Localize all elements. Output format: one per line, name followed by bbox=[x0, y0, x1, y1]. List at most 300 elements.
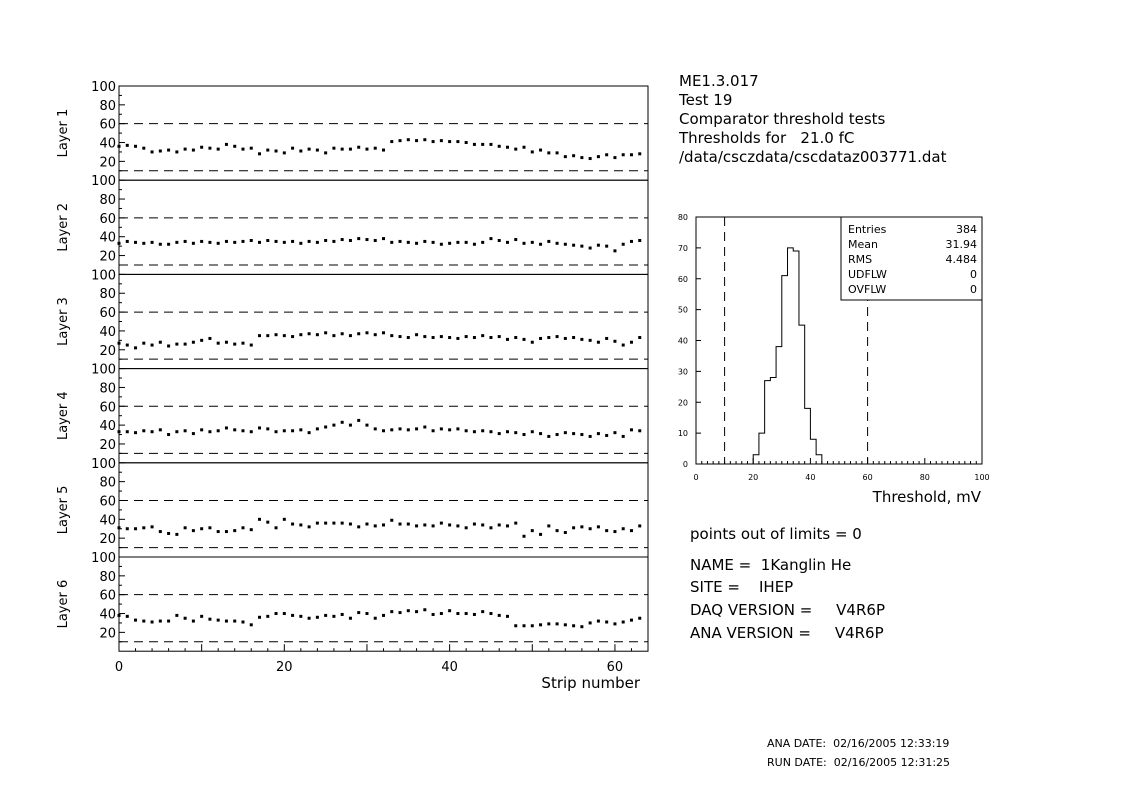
data-point bbox=[308, 240, 311, 243]
hist-y-tick-label: 10 bbox=[677, 429, 688, 439]
data-point bbox=[374, 617, 377, 620]
data-point bbox=[523, 624, 526, 627]
data-point bbox=[580, 433, 583, 436]
data-point bbox=[498, 239, 501, 242]
data-point bbox=[605, 434, 608, 437]
data-point bbox=[126, 615, 129, 618]
data-point bbox=[473, 430, 476, 433]
data-point bbox=[415, 242, 418, 245]
y-tick-label: 80 bbox=[99, 287, 116, 303]
layer-panel-frame bbox=[119, 557, 648, 651]
data-point bbox=[192, 432, 195, 435]
data-point bbox=[605, 153, 608, 156]
data-point bbox=[291, 429, 294, 432]
data-point bbox=[589, 621, 592, 624]
data-point bbox=[151, 620, 154, 623]
data-point bbox=[159, 243, 162, 246]
data-point bbox=[118, 242, 121, 245]
data-point bbox=[142, 620, 145, 623]
data-point bbox=[134, 241, 137, 244]
data-point bbox=[126, 344, 129, 347]
data-point bbox=[365, 331, 368, 334]
data-point bbox=[291, 335, 294, 338]
data-point bbox=[266, 149, 269, 152]
data-point bbox=[159, 428, 162, 431]
data-point bbox=[241, 620, 244, 623]
layer-label: Layer 2 bbox=[56, 202, 71, 252]
layer-label: Layer 5 bbox=[56, 485, 71, 535]
data-point bbox=[250, 239, 253, 242]
data-point bbox=[622, 153, 625, 156]
y-tick-label: 20 bbox=[99, 626, 116, 642]
data-point bbox=[448, 242, 451, 245]
data-point bbox=[498, 523, 501, 526]
data-point bbox=[365, 424, 368, 427]
data-point bbox=[167, 433, 170, 436]
data-point bbox=[175, 241, 178, 244]
hist-y-tick-label: 60 bbox=[677, 274, 688, 284]
data-point bbox=[390, 428, 393, 431]
ana-version: ANA VERSION = V4R6P bbox=[690, 624, 884, 642]
data-point bbox=[506, 146, 509, 149]
points-out-of-limits: points out of limits = 0 bbox=[690, 525, 862, 543]
data-point bbox=[316, 241, 319, 244]
y-tick-label: 80 bbox=[99, 193, 116, 209]
data-point bbox=[399, 611, 402, 614]
x-tick-label: 0 bbox=[114, 660, 124, 676]
data-point bbox=[423, 138, 426, 141]
data-point bbox=[564, 531, 567, 534]
data-point bbox=[283, 334, 286, 337]
data-point bbox=[126, 430, 129, 433]
data-point bbox=[167, 344, 170, 347]
y-tick-label: 100 bbox=[91, 80, 116, 95]
data-point bbox=[407, 336, 410, 339]
data-point bbox=[399, 523, 402, 526]
data-point bbox=[151, 525, 154, 528]
data-point bbox=[324, 331, 327, 334]
data-point bbox=[299, 333, 302, 336]
y-tick-label: 60 bbox=[99, 588, 116, 604]
data-point bbox=[184, 343, 187, 346]
x-tick-label: 20 bbox=[276, 660, 293, 676]
data-point bbox=[407, 523, 410, 526]
data-point bbox=[308, 332, 311, 335]
data-point bbox=[151, 344, 154, 347]
data-point bbox=[233, 620, 236, 623]
data-point bbox=[299, 149, 302, 152]
data-point bbox=[357, 525, 360, 528]
data-point bbox=[465, 241, 468, 244]
layer-panel-frame bbox=[119, 180, 648, 274]
hist-x-tick-label: 100 bbox=[974, 473, 990, 482]
data-point bbox=[605, 529, 608, 532]
data-point bbox=[365, 523, 368, 526]
hist-y-tick-label: 30 bbox=[677, 367, 688, 377]
data-point bbox=[572, 154, 575, 157]
data-point bbox=[622, 435, 625, 438]
data-point bbox=[192, 149, 195, 152]
data-point bbox=[332, 334, 335, 337]
data-point bbox=[241, 526, 244, 529]
data-point bbox=[547, 151, 550, 154]
data-point bbox=[184, 526, 187, 529]
data-point bbox=[423, 426, 426, 429]
data-point bbox=[605, 620, 608, 623]
data-point bbox=[225, 240, 228, 243]
data-point bbox=[605, 337, 608, 340]
data-point bbox=[283, 429, 286, 432]
data-point bbox=[448, 428, 451, 431]
data-point bbox=[341, 613, 344, 616]
layer-label: Layer 1 bbox=[56, 108, 71, 158]
data-point bbox=[332, 424, 335, 427]
data-point bbox=[184, 240, 187, 243]
hist-y-tick-label: 70 bbox=[677, 243, 688, 253]
data-point bbox=[208, 618, 211, 621]
data-point bbox=[357, 419, 360, 422]
data-point bbox=[126, 144, 129, 147]
data-point bbox=[233, 145, 236, 148]
data-point bbox=[341, 238, 344, 241]
hist-x-tick-label: 40 bbox=[805, 473, 816, 482]
data-point bbox=[341, 332, 344, 335]
data-point bbox=[506, 338, 509, 341]
data-point bbox=[580, 245, 583, 248]
data-point bbox=[200, 146, 203, 149]
data-point bbox=[200, 527, 203, 530]
data-point bbox=[217, 342, 220, 345]
data-point bbox=[539, 432, 542, 435]
data-point bbox=[630, 240, 633, 243]
data-point bbox=[415, 139, 418, 142]
data-point bbox=[506, 430, 509, 433]
y-tick-label: 40 bbox=[99, 324, 116, 340]
data-point bbox=[423, 608, 426, 611]
data-point bbox=[258, 241, 261, 244]
data-point bbox=[465, 526, 468, 529]
data-point bbox=[597, 525, 600, 528]
data-point bbox=[580, 156, 583, 159]
data-point bbox=[357, 332, 360, 335]
stats-value: 0 bbox=[970, 283, 977, 296]
data-point bbox=[374, 239, 377, 242]
data-point bbox=[605, 245, 608, 248]
data-point bbox=[506, 241, 509, 244]
layer-label: Layer 6 bbox=[56, 579, 71, 629]
data-point bbox=[514, 148, 517, 151]
data-point bbox=[498, 614, 501, 617]
data-point bbox=[167, 620, 170, 623]
data-point bbox=[489, 143, 492, 146]
data-point bbox=[423, 335, 426, 338]
data-point bbox=[382, 523, 385, 526]
y-tick-label: 60 bbox=[99, 306, 116, 322]
data-point bbox=[539, 149, 542, 152]
data-point bbox=[547, 435, 550, 438]
data-point bbox=[349, 334, 352, 337]
data-point bbox=[258, 426, 261, 429]
data-point bbox=[440, 612, 443, 615]
data-point bbox=[299, 242, 302, 245]
data-point bbox=[192, 620, 195, 623]
data-point bbox=[118, 145, 121, 148]
data-point bbox=[572, 432, 575, 435]
data-point bbox=[399, 139, 402, 142]
data-point bbox=[200, 339, 203, 342]
data-point bbox=[233, 241, 236, 244]
data-point bbox=[572, 526, 575, 529]
data-point bbox=[613, 156, 616, 159]
data-point bbox=[258, 334, 261, 337]
y-tick-label: 40 bbox=[99, 136, 116, 152]
data-point bbox=[308, 617, 311, 620]
data-point bbox=[498, 335, 501, 338]
data-point bbox=[200, 615, 203, 618]
data-point bbox=[564, 155, 567, 158]
hist-y-tick-label: 80 bbox=[677, 213, 688, 222]
data-point bbox=[556, 433, 559, 436]
data-point bbox=[597, 155, 600, 158]
data-point bbox=[456, 427, 459, 430]
threshold-charge: Thresholds for 21.0 fC bbox=[679, 129, 855, 147]
data-point bbox=[523, 535, 526, 538]
hist-x-tick-label: 0 bbox=[693, 473, 699, 482]
test-name: Comparator threshold tests bbox=[679, 110, 886, 128]
data-point bbox=[192, 242, 195, 245]
data-point bbox=[233, 428, 236, 431]
data-point bbox=[258, 152, 261, 155]
data-point bbox=[547, 336, 550, 339]
data-point bbox=[531, 624, 534, 627]
data-point bbox=[580, 525, 583, 528]
stats-label: UDFLW bbox=[848, 268, 887, 281]
data-point bbox=[151, 150, 154, 153]
data-point bbox=[225, 530, 228, 533]
data-point bbox=[630, 153, 633, 156]
layer-label: Layer 3 bbox=[56, 297, 71, 346]
data-point bbox=[250, 430, 253, 433]
data-point bbox=[349, 617, 352, 620]
data-point bbox=[423, 523, 426, 526]
data-point bbox=[407, 428, 410, 431]
data-point bbox=[217, 619, 220, 622]
data-point bbox=[432, 613, 435, 616]
hist-y-tick-label: 40 bbox=[677, 336, 688, 346]
data-point bbox=[316, 333, 319, 336]
data-point bbox=[316, 616, 319, 619]
data-point bbox=[233, 529, 236, 532]
hist-y-tick-label: 0 bbox=[682, 460, 688, 469]
x-tick-label: 40 bbox=[441, 660, 458, 676]
daq-version: DAQ VERSION = V4R6P bbox=[690, 601, 885, 619]
data-point bbox=[630, 428, 633, 431]
data-point bbox=[448, 609, 451, 612]
data-point bbox=[622, 620, 625, 623]
data-point bbox=[192, 341, 195, 344]
y-tick-label: 20 bbox=[99, 532, 116, 548]
data-point bbox=[275, 430, 278, 433]
data-point bbox=[299, 523, 302, 526]
data-point bbox=[498, 432, 501, 435]
data-point bbox=[506, 524, 509, 527]
data-point bbox=[514, 336, 517, 339]
operator-name: NAME = 1Kanglin He bbox=[690, 556, 852, 574]
data-point bbox=[134, 527, 137, 530]
data-point bbox=[258, 616, 261, 619]
data-point bbox=[200, 428, 203, 431]
data-point bbox=[613, 622, 616, 625]
data-point bbox=[407, 241, 410, 244]
data-point bbox=[208, 337, 211, 340]
data-point bbox=[390, 334, 393, 337]
data-point bbox=[589, 247, 592, 250]
data-point bbox=[597, 620, 600, 623]
data-point bbox=[365, 612, 368, 615]
data-point bbox=[299, 428, 302, 431]
y-tick-label: 40 bbox=[99, 607, 116, 623]
data-point bbox=[349, 523, 352, 526]
data-point bbox=[432, 336, 435, 339]
data-point bbox=[589, 339, 592, 342]
y-tick-label: 20 bbox=[99, 155, 116, 171]
data-point bbox=[118, 614, 121, 617]
data-point bbox=[622, 243, 625, 246]
data-point bbox=[489, 526, 492, 529]
data-point bbox=[184, 617, 187, 620]
data-point bbox=[580, 338, 583, 341]
data-point bbox=[638, 429, 641, 432]
data-point bbox=[539, 533, 542, 536]
data-point bbox=[341, 421, 344, 424]
data-point bbox=[638, 617, 641, 620]
data-point bbox=[225, 341, 228, 344]
data-point bbox=[167, 149, 170, 152]
data-point bbox=[456, 140, 459, 143]
data-point bbox=[473, 243, 476, 246]
data-point bbox=[390, 610, 393, 613]
data-point bbox=[341, 522, 344, 525]
data-point bbox=[523, 146, 526, 149]
module-id: ME1.3.017 bbox=[679, 72, 759, 90]
data-point bbox=[382, 149, 385, 152]
data-point bbox=[399, 240, 402, 243]
data-point bbox=[539, 243, 542, 246]
data-point bbox=[151, 430, 154, 433]
data-point bbox=[283, 241, 286, 244]
site: SITE = IHEP bbox=[690, 578, 794, 596]
data-point bbox=[539, 623, 542, 626]
y-tick-label: 100 bbox=[91, 456, 116, 472]
data-point bbox=[531, 341, 534, 344]
data-point bbox=[382, 331, 385, 334]
data-point bbox=[316, 149, 319, 152]
data-point bbox=[349, 148, 352, 151]
data-point bbox=[465, 429, 468, 432]
data-point bbox=[118, 430, 121, 433]
data-point bbox=[374, 427, 377, 430]
y-tick-label: 100 bbox=[91, 268, 116, 284]
data-point bbox=[159, 149, 162, 152]
data-point bbox=[382, 614, 385, 617]
data-point bbox=[324, 614, 327, 617]
data-point bbox=[241, 240, 244, 243]
data-point bbox=[589, 435, 592, 438]
data-point bbox=[258, 518, 261, 521]
data-point bbox=[564, 337, 567, 340]
data-point bbox=[481, 610, 484, 613]
run-date: RUN DATE: 02/16/2005 12:31:25 bbox=[767, 756, 951, 769]
data-point bbox=[250, 344, 253, 347]
y-tick-label: 100 bbox=[91, 174, 116, 190]
data-point bbox=[266, 334, 269, 337]
data-point bbox=[613, 340, 616, 343]
data-point bbox=[613, 530, 616, 533]
data-point bbox=[481, 523, 484, 526]
data-point bbox=[357, 611, 360, 614]
data-point bbox=[572, 336, 575, 339]
data-point bbox=[489, 612, 492, 615]
data-file-path: /data/csczdata/cscdataz003771.dat bbox=[679, 148, 947, 166]
data-point bbox=[465, 141, 468, 144]
data-point bbox=[423, 240, 426, 243]
data-point bbox=[332, 240, 335, 243]
data-point bbox=[556, 529, 559, 532]
data-point bbox=[523, 338, 526, 341]
data-point bbox=[208, 526, 211, 529]
data-point bbox=[630, 529, 633, 532]
data-point bbox=[175, 150, 178, 153]
data-point bbox=[332, 615, 335, 618]
y-tick-label: 100 bbox=[91, 551, 116, 566]
data-point bbox=[308, 525, 311, 528]
data-point bbox=[415, 333, 418, 336]
data-point bbox=[440, 427, 443, 430]
data-point bbox=[374, 524, 377, 527]
data-point bbox=[142, 342, 145, 345]
data-point bbox=[217, 429, 220, 432]
data-point bbox=[332, 522, 335, 525]
data-point bbox=[142, 147, 145, 150]
data-point bbox=[225, 426, 228, 429]
data-point bbox=[572, 624, 575, 627]
data-point bbox=[564, 623, 567, 626]
data-point bbox=[299, 615, 302, 618]
data-point bbox=[192, 529, 195, 532]
data-point bbox=[456, 337, 459, 340]
data-point bbox=[382, 237, 385, 240]
data-point bbox=[630, 619, 633, 622]
data-point bbox=[142, 242, 145, 245]
data-point bbox=[134, 346, 137, 349]
data-point bbox=[275, 526, 278, 529]
hist-x-tick-label: 20 bbox=[748, 473, 759, 482]
data-point bbox=[118, 526, 121, 529]
data-point bbox=[266, 615, 269, 618]
data-point bbox=[142, 526, 145, 529]
data-point bbox=[241, 342, 244, 345]
data-point bbox=[349, 239, 352, 242]
data-point bbox=[275, 333, 278, 336]
data-point bbox=[374, 333, 377, 336]
data-point bbox=[572, 244, 575, 247]
data-point bbox=[415, 524, 418, 527]
data-point bbox=[308, 431, 311, 434]
data-point bbox=[514, 238, 517, 241]
data-point bbox=[473, 143, 476, 146]
data-point bbox=[324, 426, 327, 429]
data-point bbox=[531, 150, 534, 153]
